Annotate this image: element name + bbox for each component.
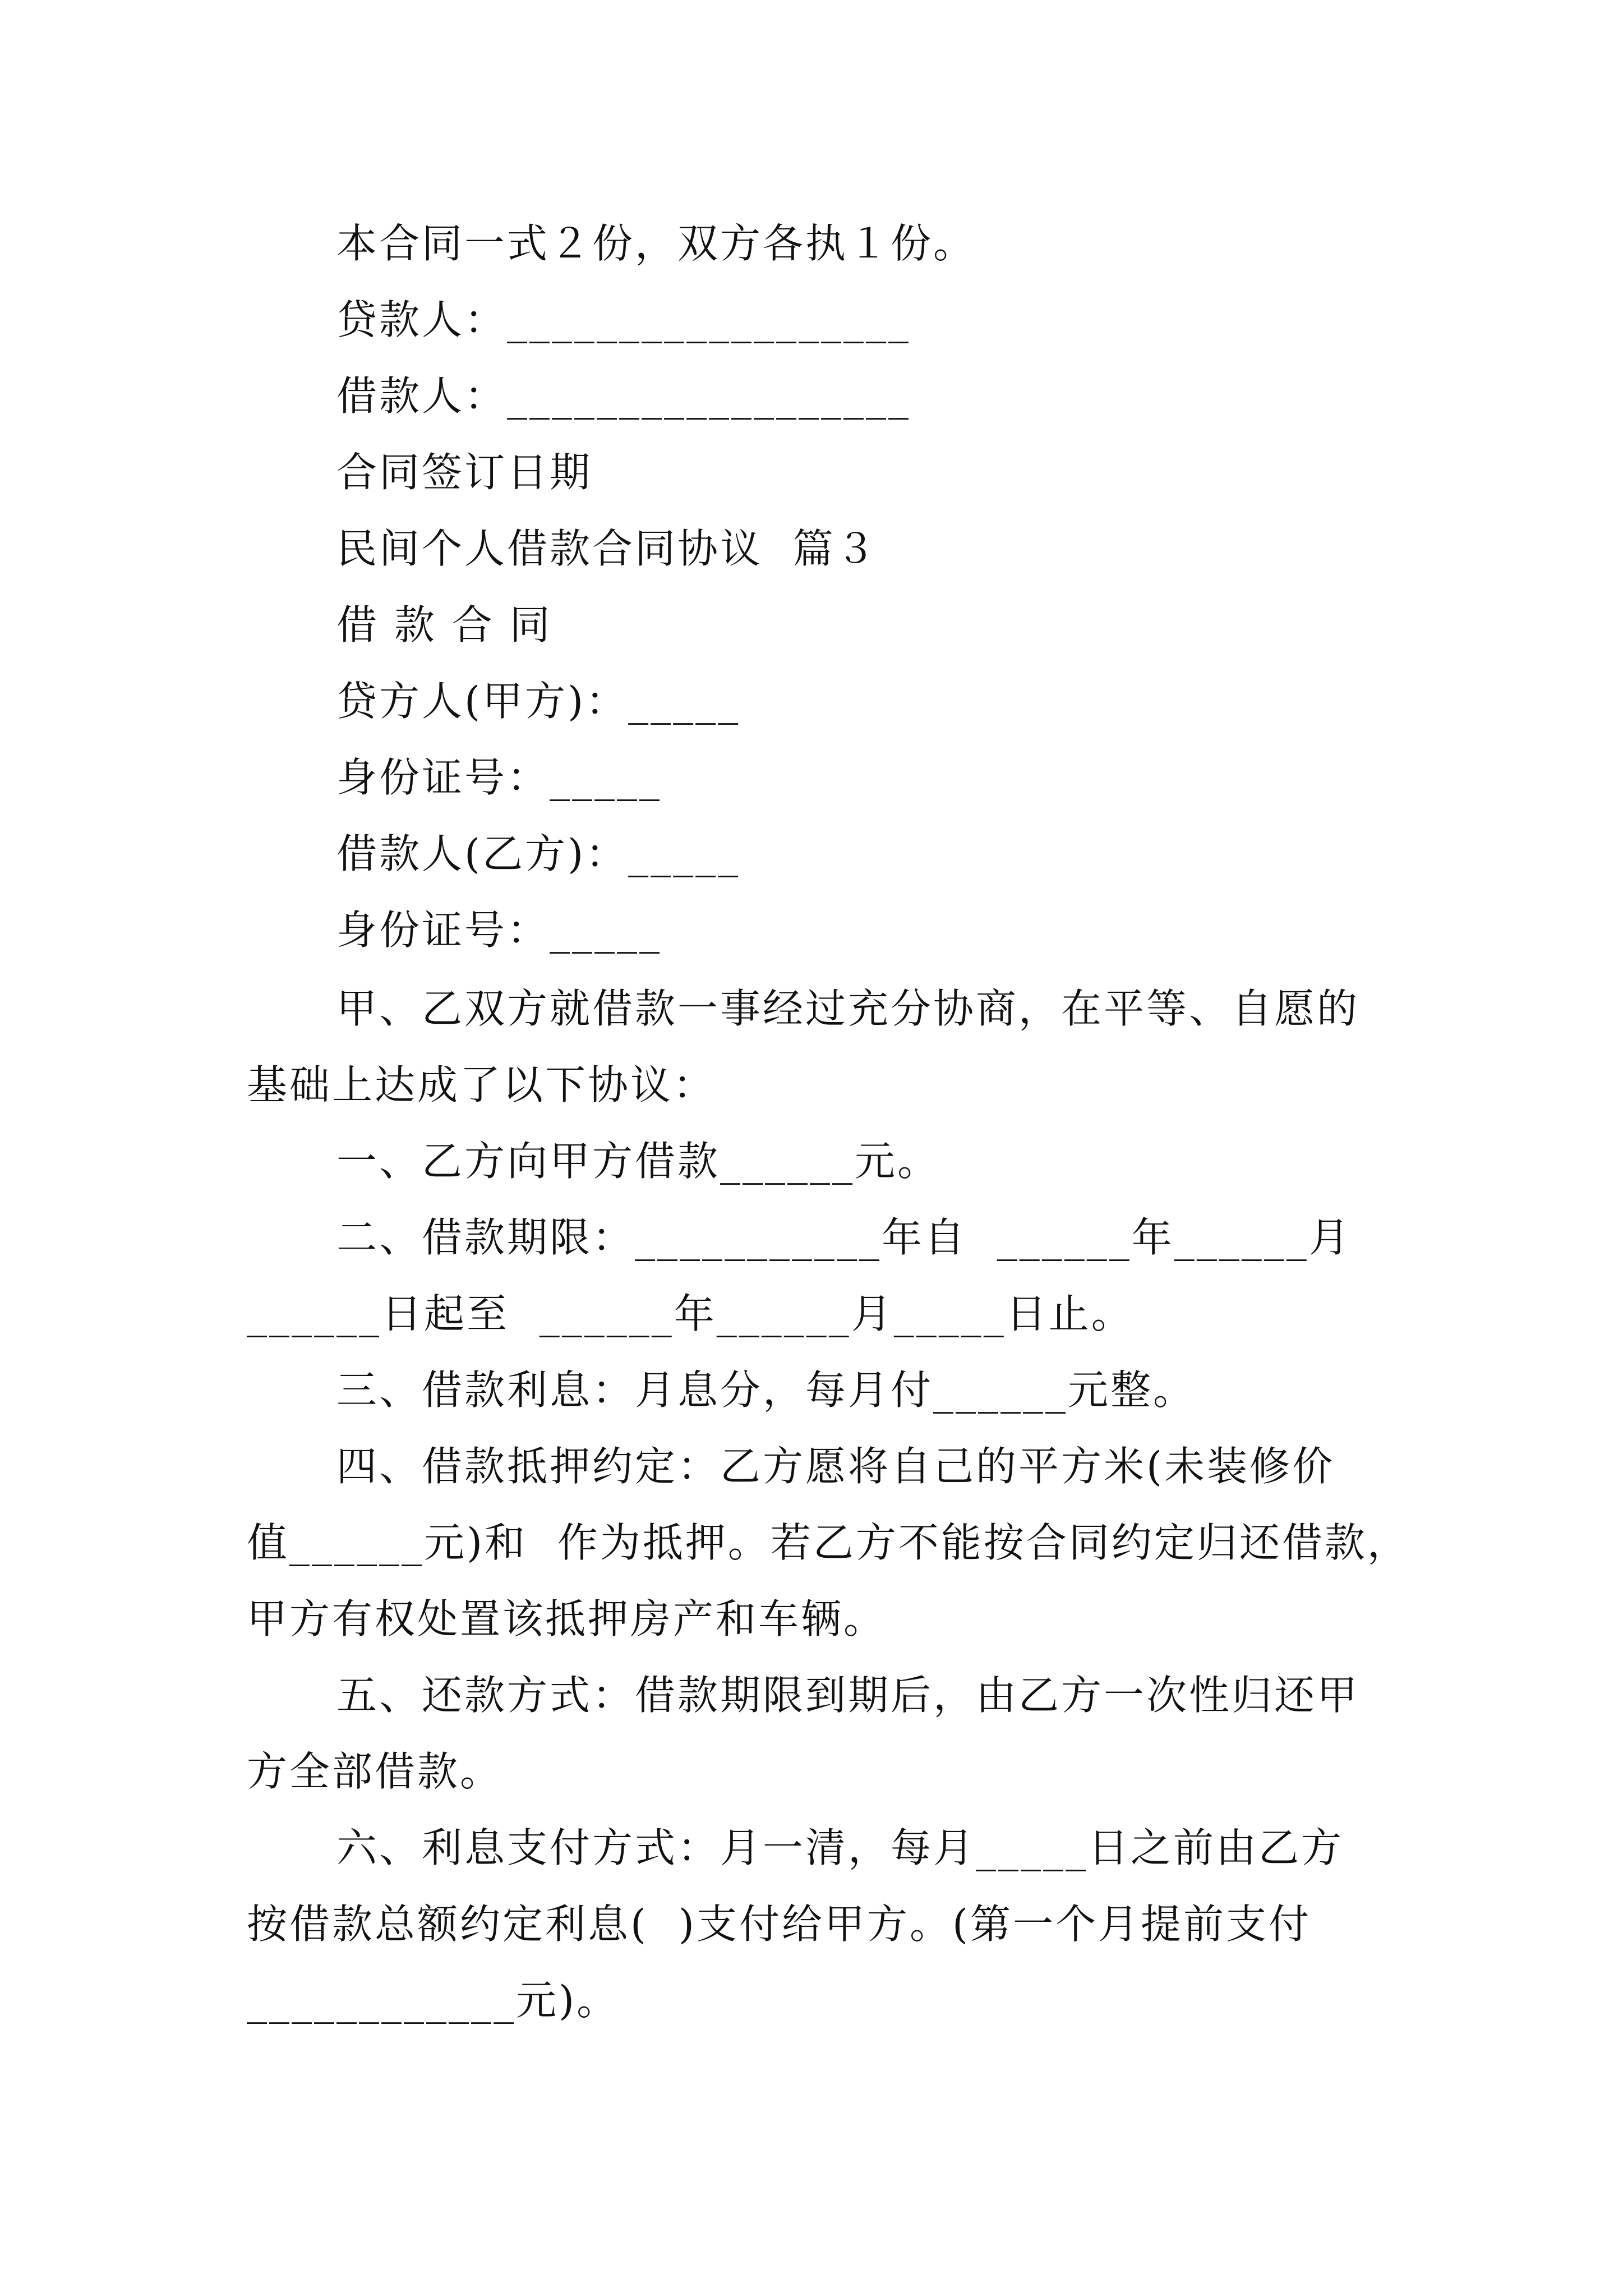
borrower-signature-line: 借款人：__________________ [336,372,911,420]
clause-3: 三、借款利息：月息分，每月付______元整。 [336,1366,1196,1414]
clause-4-line-3: 甲方有权处置该抵押房产和车辆。 [247,1595,887,1642]
clause-4-line-1: 四、借款抵押约定：乙方愿将自己的平方米(未装修价 [336,1443,1335,1490]
clause-6-line-1: 六、利息支付方式：月一清，每月_____日之前由乙方 [336,1824,1344,1871]
preamble-line-1: 甲、乙双方就借款一事经过充分协商，在平等、自愿的 [336,985,1360,1032]
lender-signature-line: 贷款人：__________________ [336,296,911,343]
borrower-id-line: 身份证号：_____ [336,907,662,954]
contract-title: 借 款 合 同 [336,601,552,648]
signing-date-label: 合同签订日期 [336,449,593,496]
copies-clause: 本合同一式２份，双方各执１份。 [336,220,976,267]
lender-party-line: 贷方人(甲方)：_____ [336,678,741,725]
lender-id-line: 身份证号：_____ [336,754,662,801]
clause-6-line-2: 按借款总额约定利息( )支付给甲方。(第一个月提前支付 [247,1901,1312,1948]
clause-5-line-1: 五、还款方式：借款期限到期后，由乙方一次性归还甲 [336,1672,1360,1719]
borrower-party-line: 借款人(乙方)：_____ [336,830,741,877]
clause-2-line-1: 二、借款期限：___________年自 ______年______月 [336,1214,1352,1261]
clause-4-line-2: 值______元)和 作为抵押。若乙方不能按合同约定归还借款， [247,1519,1410,1566]
clause-2-line-2: ______日起至 ______年______月_____日止。 [247,1290,1134,1337]
clause-5-line-2: 方全部借款。 [247,1748,503,1795]
clause-1: 一、乙方向甲方借款______元。 [336,1138,940,1185]
clause-6-line-3: ____________元)。 [247,1977,620,2024]
preamble-line-2: 基础上达成了以下协议： [247,1061,716,1108]
section-heading: 民间个人借款合同协议 篇３ [336,525,878,572]
